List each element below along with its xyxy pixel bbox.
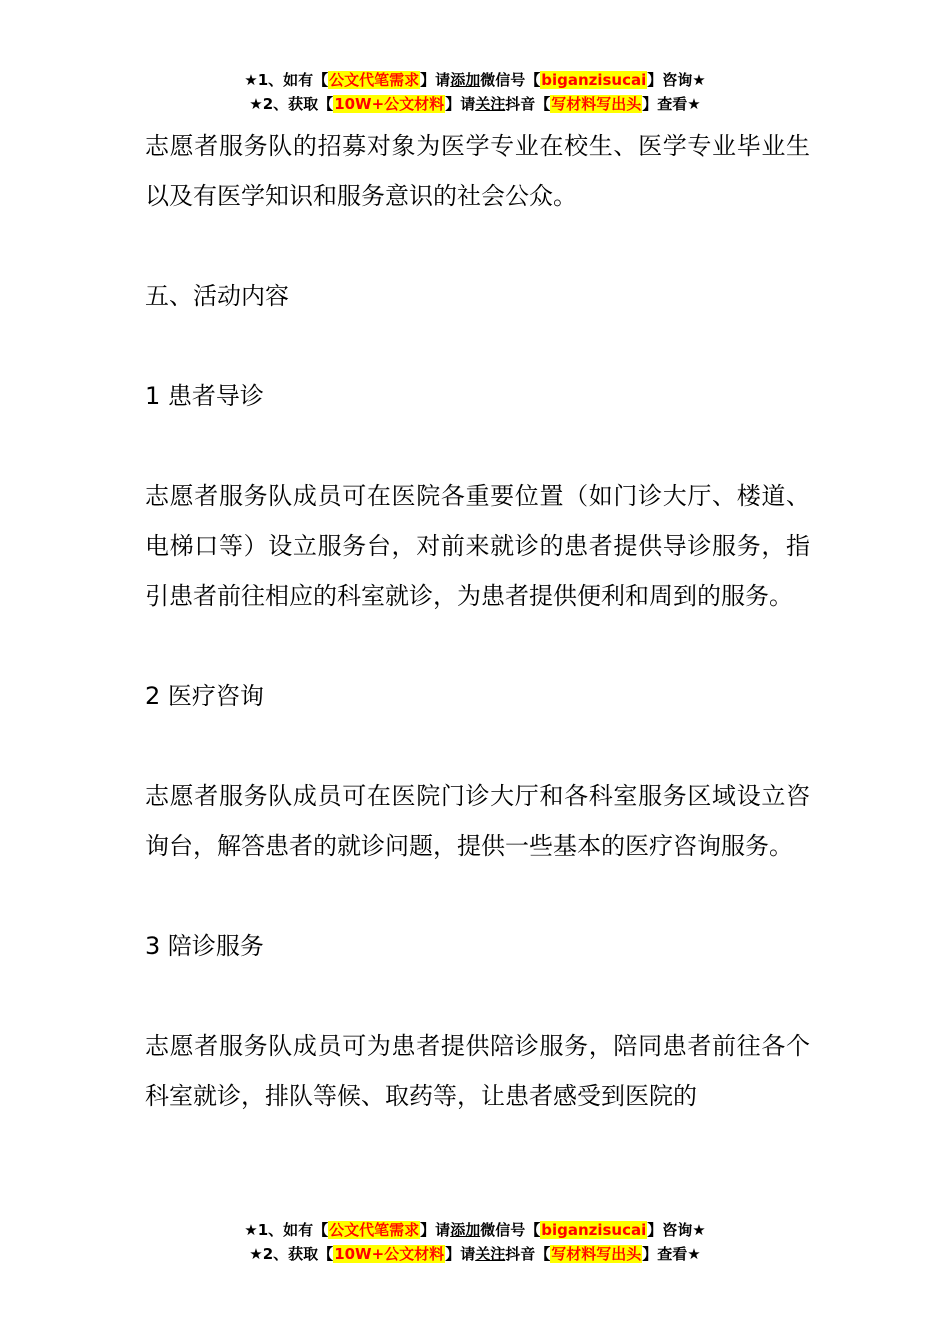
highlight-wechat-id: biganzisucai bbox=[541, 71, 647, 89]
header-banner bbox=[0, 68, 950, 116]
highlight-wechat-id: biganzisucai bbox=[541, 1221, 647, 1239]
banner-text: ★2、获取【 bbox=[249, 1245, 334, 1263]
banner-text: 】请 bbox=[445, 95, 476, 113]
banner-text: 】请 bbox=[445, 1245, 476, 1263]
highlight-douyin-id: 写材料写出头 bbox=[551, 95, 642, 113]
banner-text: 】咨询★ bbox=[647, 71, 706, 89]
banner-text: 】请 bbox=[420, 1221, 451, 1239]
section-title-activities: 五、活动内容 bbox=[145, 282, 289, 310]
highlight-materials: 10W+公文材料 bbox=[334, 95, 445, 113]
underlined-text: 关注 bbox=[475, 95, 506, 113]
banner-text: 抖音【 bbox=[505, 95, 551, 113]
banner-text: 】咨询★ bbox=[647, 1221, 706, 1239]
underlined-text: 添加 bbox=[450, 71, 481, 89]
banner-text: ★2、获取【 bbox=[249, 95, 334, 113]
banner-text: 】查看★ bbox=[642, 95, 701, 113]
banner-line-1 bbox=[0, 1218, 950, 1242]
underlined-text: 添加 bbox=[450, 1221, 481, 1239]
banner-text: 】请 bbox=[420, 71, 451, 89]
item-title-guidance: 1 患者导诊 bbox=[145, 382, 264, 410]
highlight-materials: 10W+公文材料 bbox=[334, 1245, 445, 1263]
highlight-douyin-id: 写材料写出头 bbox=[551, 1245, 642, 1263]
highlight-service: 公文代笔需求 bbox=[329, 71, 420, 89]
banner-line-1 bbox=[0, 68, 950, 92]
item-title-consult: 2 医疗咨询 bbox=[145, 682, 264, 710]
document-body bbox=[145, 121, 810, 1121]
underlined-text: 关注 bbox=[475, 1245, 506, 1263]
banner-line-2 bbox=[0, 92, 950, 116]
footer-banner bbox=[0, 1218, 950, 1266]
item-body-consult: 志愿者服务队成员可在医院门诊大厅和各科室服务区域设立咨询台，解答患者的就诊问题，提供一些基本的医疗咨询服务。 bbox=[145, 782, 810, 860]
item-title-escort: 3 陪诊服务 bbox=[145, 932, 264, 960]
highlight-service: 公文代笔需求 bbox=[329, 1221, 420, 1239]
banner-line-2 bbox=[0, 1242, 950, 1266]
banner-text: 微信号【 bbox=[480, 71, 541, 89]
banner-text: 】查看★ bbox=[642, 1245, 701, 1263]
item-body-guidance: 志愿者服务队成员可在医院各重要位置（如门诊大厅、楼道、电梯口等）设立服务台，对前来就诊的患者提供导诊服务，指引患者前往相应的科室就诊，为患者提供便利和周到的服务。 bbox=[145, 482, 810, 610]
banner-text: 抖音【 bbox=[505, 1245, 551, 1263]
paragraph-recruit: 志愿者服务队的招募对象为医学专业在校生、医学专业毕业生以及有医学知识和服务意识的社会公众。 bbox=[145, 132, 810, 210]
banner-text: 微信号【 bbox=[480, 1221, 541, 1239]
banner-text: ★1、如有【 bbox=[244, 71, 329, 89]
item-body-escort: 志愿者服务队成员可为患者提供陪诊服务，陪同患者前往各个科室就诊，排队等候、取药等，让患者感受到医院的 bbox=[145, 1032, 810, 1110]
banner-text: ★1、如有【 bbox=[244, 1221, 329, 1239]
